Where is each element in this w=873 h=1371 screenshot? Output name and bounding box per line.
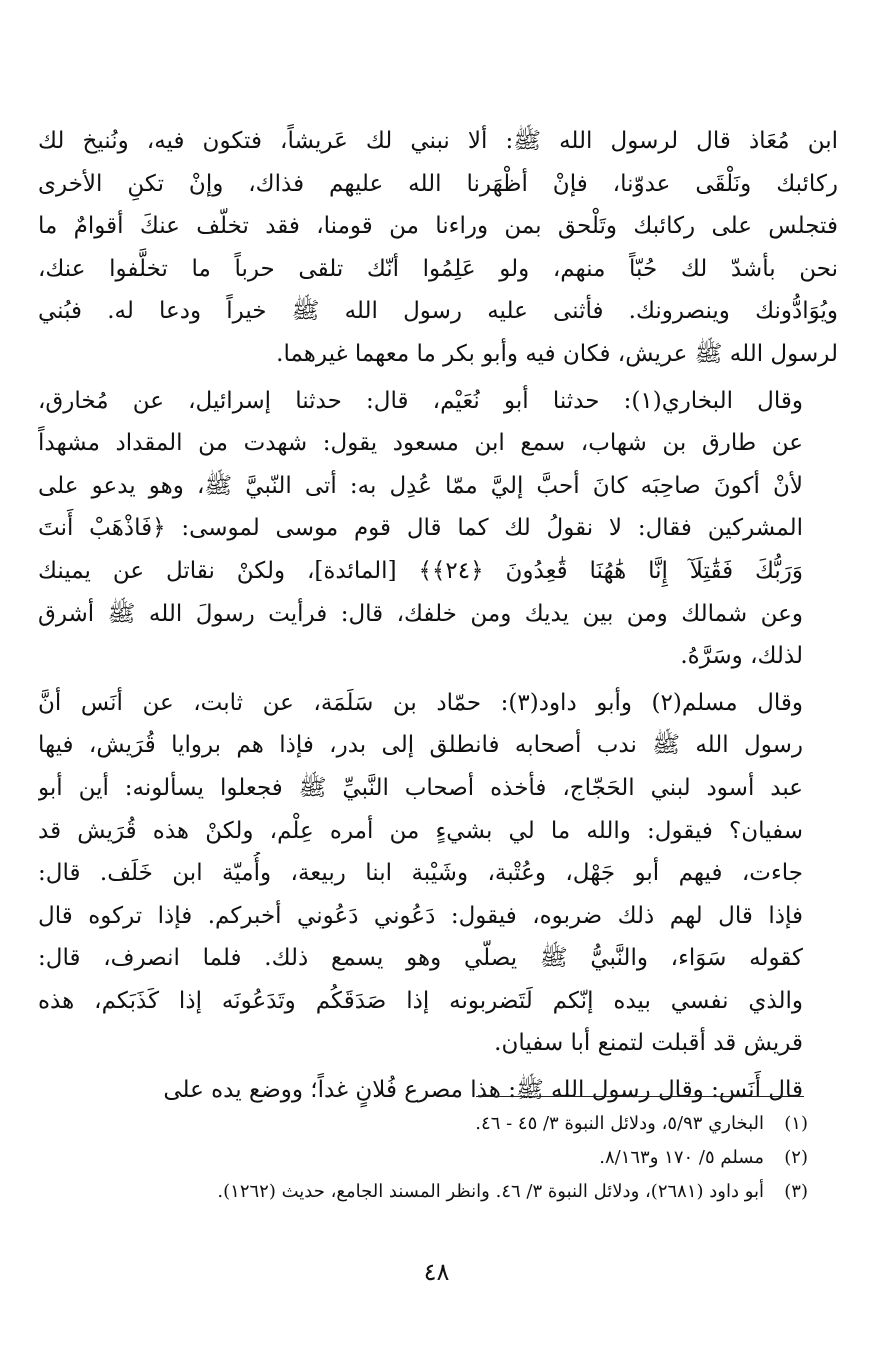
footnote-number: (١) — [784, 1113, 808, 1134]
footnotes — [60, 1107, 820, 1209]
text-line: وقال مسلم(٢) وأبو داود(٣): حمّاد بن سَلَمَة، عن ثابت، عن أنَس أنَّ — [38, 689, 803, 716]
text-line: قريش قد أقبلت لتمنع أبا سفيان. — [494, 1030, 803, 1057]
footnote-item — [60, 1107, 820, 1141]
text-line: فتجلس على ركائبك وتَلْحق بمن وراءنا من قومنا، فقد تخلّف عنكَ أقوامٌ ما — [38, 213, 838, 240]
text-line: فإذا قال لهم ذلك ضربوه، فيقول: دَعُوني دَعُوني أخبركم. فإذا تركوه قال — [38, 902, 803, 929]
text-line: والذي نفسي بيده إنّكم لَتَضربونه إذا صَدَقَكُم وتَدَعُونَه إذا كَذَبَكم، هذه — [38, 987, 803, 1014]
text-line: عبد أسود لبني الحَجّاج، فأخذه أصحاب النَّبيِّ ﷺ فجعلوا يسألونه: أين أبو — [38, 774, 803, 801]
text-line: سفيان؟ فيقول: والله ما لي بشيءٍ من أمره عِلْم، ولكنْ هذه قُرَيش قد — [38, 817, 803, 844]
text-line: لرسول الله ﷺ عريش، فكان فيه وأبو بكر ما معهما غيرهما. — [276, 340, 838, 367]
text-line: وَرَبُّكَ فَقَٰتِلَآ إِنَّا هَٰهُنَا قَٰعِدُونَ ﴿٢٤﴾﴾ [المائدة]، ولكنْ نقاتل عن يمينك — [38, 557, 803, 584]
text-line: جاءت، فيهم أبو جَهْل، وعُتْبة، وشَيْبة ابنا ربيعة، وأُميّة ابن خَلَف. قال: — [38, 860, 803, 887]
footnote-number: (٢) — [784, 1147, 808, 1168]
text-paragraph — [38, 120, 838, 376]
text-line: رسول الله ﷺ ندب أصحابه فانطلق إلى بدر، فإذا هم بروايا قُرَيش، فيها — [38, 732, 803, 759]
text-line: لذلك، وسَرَّهُ. — [680, 643, 803, 670]
footnote-number: (٣) — [784, 1181, 808, 1202]
footnote-text: البخاري ٥/٩٣، ودلائل النبوة ٣/ ٤٥ - ٤٦. — [475, 1113, 764, 1134]
text-line: ويُوَادُّونك وينصرونك. فأثنى عليه رسول الله ﷺ خيراً ودعا له. فبُني — [38, 298, 838, 325]
text-line: المشركين فقال: لا نقولُ لك كما قال قوم موسى لموسى: ﴿فَاذْهَبْ أَنتَ — [38, 515, 803, 542]
text-paragraph — [38, 682, 838, 1065]
text-line: وقال البخاري(١): حدثنا أبو نُعَيْم، قال: حدثنا إسرائيل، عن مُخارق، — [38, 387, 803, 414]
text-line: قال أَنَس: وقال رسول الله ﷺ: هذا مصرع فُلانٍ غداً؛ ووضع يده على — [163, 1077, 803, 1104]
text-line: عن طارق بن شهاب، سمع ابن مسعود يقول: شهدت من المقداد مشهداً — [38, 430, 803, 457]
text-paragraph — [38, 1069, 838, 1112]
page-number: ٤٨ — [423, 1258, 450, 1286]
text-line: ركائبك ونَلْقَى عدوّنا، فإنْ أظْهَرنا الله عليهم فذاك، وإنْ تكنِ الأخرى — [38, 170, 838, 197]
footnote-item — [60, 1141, 820, 1175]
footnote-text: أبو داود (٢٦٨١)، ودلائل النبوة ٣/ ٤٦. وانظر المسند الجامع، حديث (١٢٦٢). — [217, 1181, 764, 1202]
footnote-separator — [476, 1096, 804, 1097]
text-paragraph — [38, 380, 838, 678]
text-line: نحن بأشدّ لك حُبّاً منهم، ولو عَلِمُوا أنّك تلقى حرباً ما تخلَّفوا عنك، — [38, 255, 838, 282]
text-line: لأنْ أكونَ صاحِبَه كانَ أحبَّ إليَّ ممّا عُدِل به: أتى النّبيَّ ﷺ، وهو يدعو على — [38, 472, 803, 499]
footnote-item — [60, 1175, 820, 1209]
footnote-text: مسلم ٥/ ١٧٠ و٨/١٦٣. — [599, 1147, 764, 1168]
text-line: كقوله سَوَاء، والنَّبيُّ ﷺ يصلّي وهو يسمع ذلك. فلما انصرف، قال: — [38, 945, 803, 972]
text-line: وعن شمالك ومن بين يديك ومن خلفك، قال: فرأيت رسولَ الله ﷺ أشرق — [38, 600, 803, 627]
main-text — [38, 120, 838, 1112]
text-line: ابن مُعَاذ قال لرسول الله ﷺ: ألا نبني لك عَريشاً، فتكون فيه، ونُنيخ لك — [38, 128, 838, 154]
